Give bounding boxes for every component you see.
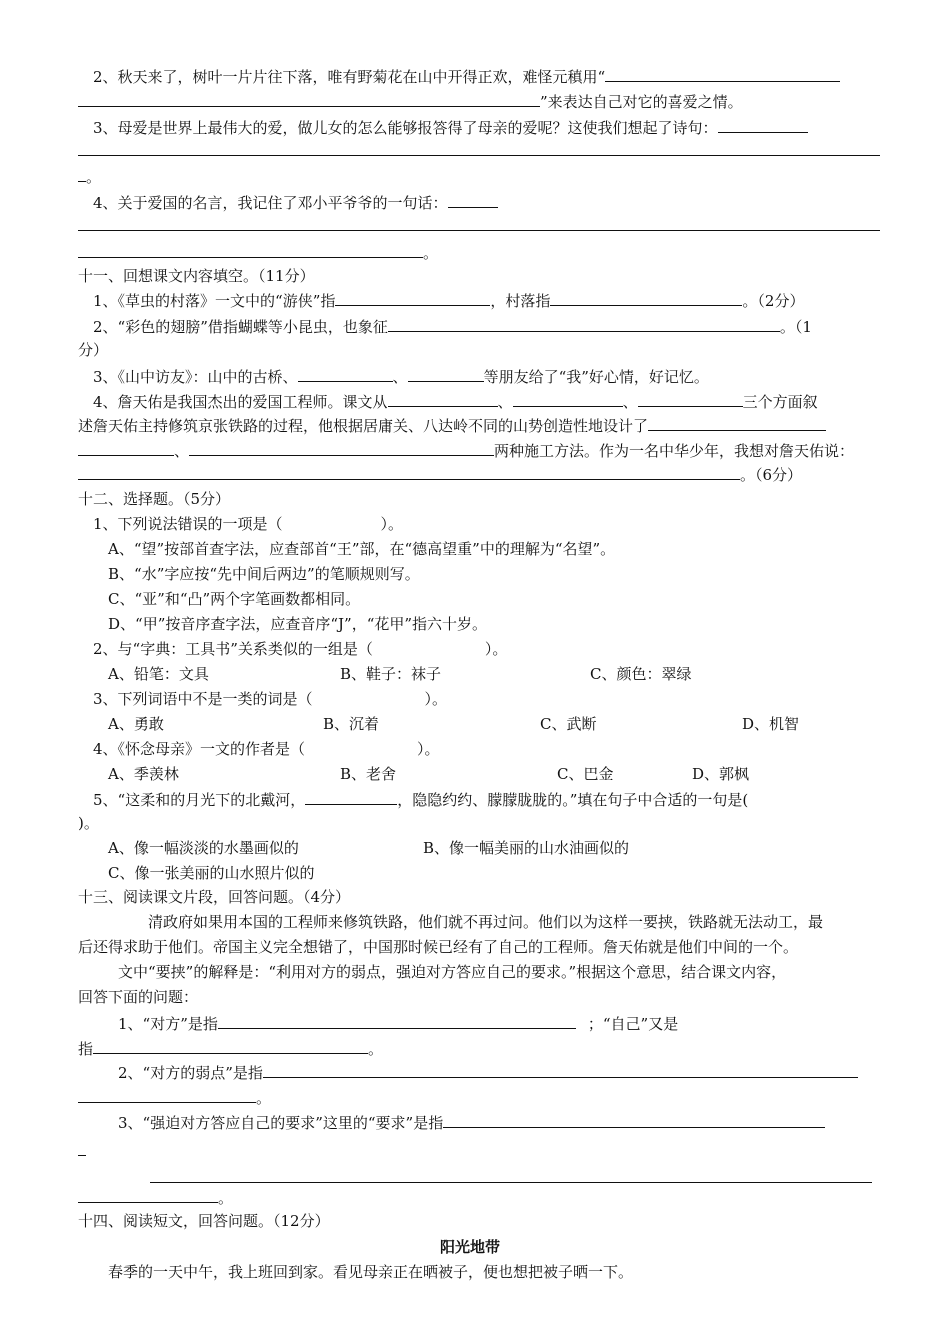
answer-blank[interactable] <box>443 1112 825 1128</box>
answer-blank[interactable] <box>189 440 494 456</box>
s12-q3-option-a[interactable]: A、勇敢 <box>108 715 164 733</box>
s13-q1: 1、“对方”是指 ；“自己”又是 <box>118 1015 679 1033</box>
s11-q4-cont2: 、 两种施工方法。作为一名中华少年，我想对詹天佑说： <box>78 440 854 461</box>
answer-line[interactable] <box>78 1155 86 1156</box>
s12-q4-option-a[interactable]: A、季羡林 <box>108 765 179 783</box>
s13-q3-cont: 。 <box>78 1187 233 1208</box>
s11-q2c: 分） <box>78 341 109 359</box>
s11-q1: 1、《草虫的村落》一文中的“游侠”指 ，村落指 。（2分） <box>93 292 805 310</box>
answer-blank[interactable] <box>550 290 742 306</box>
s13-q2: 2、“对方的弱点”是指 <box>118 1062 858 1083</box>
s11-q4: 4、詹天佑是我国杰出的爱国工程师。课文从 、 、 三个方面叙 <box>93 393 818 411</box>
answer-blank[interactable] <box>93 1038 368 1054</box>
s12-q5-option-b[interactable]: B、像一幅美丽的山水油画似的 <box>423 839 630 857</box>
answer-blank[interactable] <box>305 789 397 805</box>
s12-q2-option-c[interactable]: C、颜色：翠绿 <box>590 665 692 683</box>
answer-line[interactable] <box>78 230 880 231</box>
answer-blank[interactable] <box>78 91 540 107</box>
section-12-heading: 十二、选择题。（5分） <box>78 490 231 508</box>
s14-passage-1: 春季的一天中午，我上班回到家。看见母亲正在晒被子，便也想把被子晒一下。 <box>108 1263 634 1281</box>
s12-q1-option-d[interactable]: D、“甲”按音序查字法，应查音序“J”，“花甲”指六十岁。 <box>108 615 488 633</box>
s12-q3: 3、下列词语中不是一类的词是（ ）。 <box>93 690 448 708</box>
answer-blank[interactable] <box>388 316 780 332</box>
s12-q4-option-b[interactable]: B、老舍 <box>340 765 397 783</box>
s13-passage-4: 回答下面的问题： <box>78 988 199 1006</box>
q10-line3c: 。 <box>78 166 101 187</box>
s12-q5-option-a[interactable]: A、像一幅淡淡的水墨画似的 <box>108 839 299 857</box>
answer-blank[interactable] <box>78 464 740 480</box>
q10-line3a: 3、母爱是世界上最伟大的爱，做儿女的怎么能够报答得了母亲的爱呢？这使我们想起了诗句： <box>93 117 808 138</box>
s12-q3-option-b[interactable]: B、沉着 <box>323 715 380 733</box>
answer-blank[interactable] <box>78 1187 218 1203</box>
answer-blank[interactable] <box>298 366 393 382</box>
q10-line4c: 。 <box>78 242 438 263</box>
s12-q4-option-c[interactable]: C、巴金 <box>557 765 614 783</box>
q10-line2b: ”来表达自己对它的喜爱之情。 <box>78 91 743 112</box>
s12-q5-option-c[interactable]: C、像一张美丽的山水照片似的 <box>108 864 315 882</box>
answer-blank[interactable] <box>388 391 498 407</box>
s13-q2-cont: 。 <box>78 1087 271 1108</box>
answer-blank[interactable] <box>448 192 498 208</box>
answer-blank[interactable] <box>78 440 174 456</box>
s13-passage-1: 清政府如果用本国的工程师来修筑铁路，他们就不再过问。他们以为这样一要挟，铁路就无法动工，最 <box>148 913 824 931</box>
answer-blank[interactable] <box>718 117 808 133</box>
s11-q4-cont: 述詹天佑主持修筑京张铁路的过程，他根据居庸关、八达岭不同的山势创造性地设计了 <box>78 415 826 436</box>
answer-blank[interactable] <box>263 1062 858 1078</box>
s12-q5: 5、“这柔和的月光下的北戴河， ，隐隐约约、朦朦胧胧的。”填在句子中合适的一句是( <box>93 791 749 809</box>
s13-passage-2: 后还得求助于他们。帝国主义完全想错了，中国那时候已经有了自己的工程师。詹天佑就是他们中间的一个。 <box>78 938 799 956</box>
s13-q1-cont: 指 。 <box>78 1040 384 1058</box>
answer-blank[interactable] <box>78 1087 256 1103</box>
answer-line[interactable] <box>150 1182 872 1183</box>
q10-line4a: 4、关于爱国的名言，我记住了邓小平爷爷的一句话： <box>93 192 498 213</box>
s12-q3-option-c[interactable]: C、武断 <box>540 715 597 733</box>
s12-q1-option-b[interactable]: B、“水”字应按“先中间后两边”的笔顺规则写。 <box>108 565 420 583</box>
s12-q2-option-b[interactable]: B、鞋子：袜子 <box>340 665 442 683</box>
s11-q4-cont3: 。（6分） <box>78 464 802 485</box>
answer-blank[interactable] <box>335 290 490 306</box>
s12-q1-option-a[interactable]: A、“望”按部首查字法，应查部首“王”部，在“德高望重”中的理解为“名望”。 <box>108 540 616 558</box>
answer-blank[interactable] <box>605 66 840 82</box>
passage-title: 阳光地带 <box>440 1238 501 1256</box>
section-13-heading: 十三、阅读课文片段，回答问题。（4分） <box>78 888 351 906</box>
s12-q5-end: )。 <box>78 814 99 832</box>
answer-blank[interactable] <box>218 1013 576 1029</box>
section-14-heading: 十四、阅读短文，回答问题。（12分） <box>78 1212 330 1230</box>
answer-line[interactable] <box>78 155 880 156</box>
answer-blank[interactable] <box>513 391 623 407</box>
s12-q1: 1、下列说法错误的一项是（ ）。 <box>93 515 404 533</box>
section-11-heading: 十一、回想课文内容填空。（11分） <box>78 267 315 285</box>
answer-blank[interactable] <box>78 166 86 182</box>
answer-blank[interactable] <box>78 242 423 258</box>
answer-blank[interactable] <box>648 415 826 431</box>
s11-q3: 3、《山中访友》：山中的古桥、 、 等朋友给了“我”好心情，好记忆。 <box>93 368 709 386</box>
s12-q3-option-d[interactable]: D、机智 <box>742 715 800 733</box>
s12-q4-option-d[interactable]: D、郭枫 <box>692 765 750 783</box>
answer-blank[interactable] <box>408 366 484 382</box>
s12-q4: 4、《怀念母亲》一文的作者是（ ）。 <box>93 740 440 758</box>
s12-q1-option-c[interactable]: C、“亚”和“凸”两个字笔画数都相同。 <box>108 590 361 608</box>
s12-q2-option-a[interactable]: A、铅笔：文具 <box>108 665 209 683</box>
q10-line2a: 2、秋天来了，树叶一片片往下落，唯有野菊花在山中开得正欢，难怪元稹用“ <box>93 66 840 87</box>
s11-q2: 2、“彩色的翅膀”借指蝴蝶等小昆虫，也象征 。（1 <box>93 318 812 336</box>
s13-q3: 3、“强迫对方答应自己的要求”这里的“要求”是指 <box>118 1112 825 1133</box>
s13-passage-3: 文中“要挟”的解释是：“利用对方的弱点，强迫对方答应自己的要求。”根据这个意思，结合课文内容， <box>118 963 787 981</box>
answer-blank[interactable] <box>638 391 743 407</box>
s12-q2: 2、与“字典：工具书”关系类似的一组是（ ）。 <box>93 640 508 658</box>
